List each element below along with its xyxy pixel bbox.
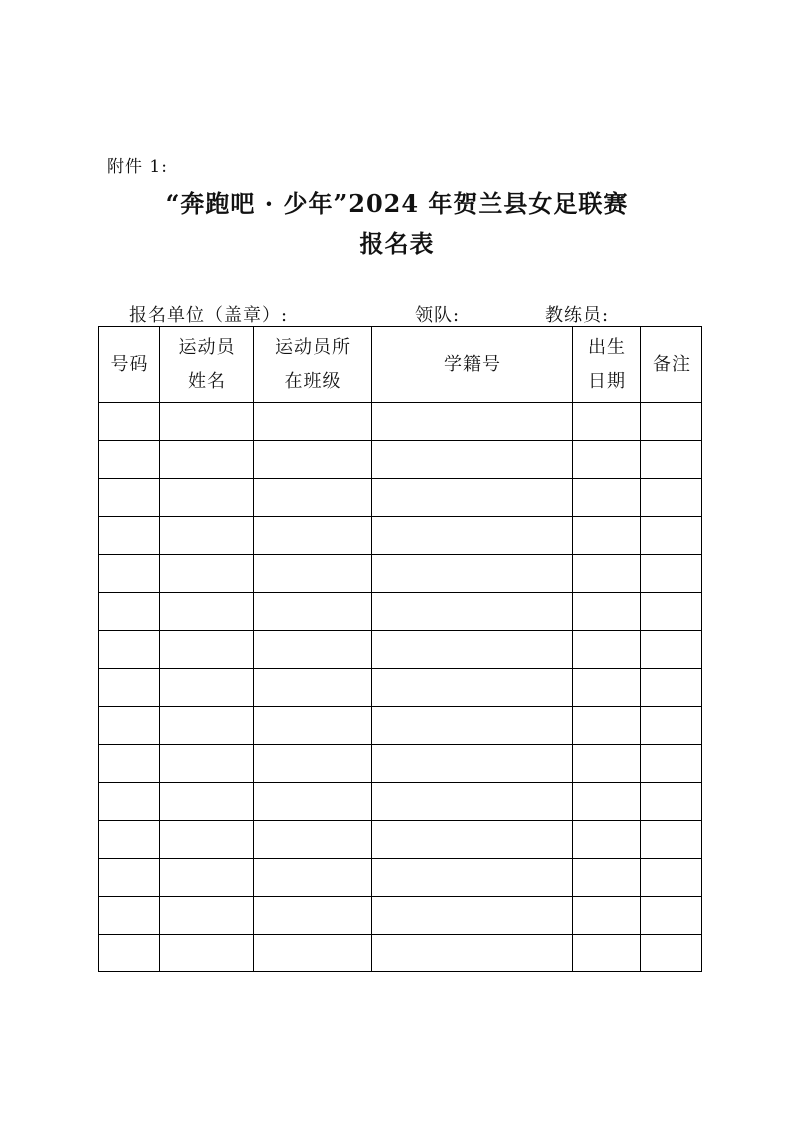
cell-class[interactable] (254, 859, 372, 897)
cell-class[interactable] (254, 517, 372, 555)
cell-class[interactable] (254, 441, 372, 479)
cell-birth-date[interactable] (573, 669, 641, 707)
cell-student-id[interactable] (372, 479, 573, 517)
table-row (99, 403, 701, 441)
cell-birth-date[interactable] (573, 745, 641, 783)
table-row (99, 593, 701, 631)
header-remarks-text: 备注 (653, 354, 691, 375)
cell-number[interactable] (99, 707, 160, 745)
cell-class[interactable] (254, 821, 372, 859)
header-class-text: 在班级 (284, 371, 342, 392)
cell-remarks[interactable] (641, 403, 703, 441)
cell-athlete-name[interactable] (160, 479, 254, 517)
cell-athlete-name[interactable] (160, 593, 254, 631)
cell-student-id[interactable] (372, 555, 573, 593)
cell-student-id[interactable] (372, 441, 573, 479)
cell-athlete-name[interactable] (160, 555, 254, 593)
cell-athlete-name[interactable] (160, 783, 254, 821)
header-class (254, 327, 372, 403)
cell-class[interactable] (254, 707, 372, 745)
cell-class[interactable] (254, 631, 372, 669)
table-row (99, 441, 701, 479)
cell-student-id[interactable] (372, 821, 573, 859)
header-birth-date (573, 327, 641, 403)
cell-athlete-name[interactable] (160, 935, 254, 973)
cell-remarks[interactable] (641, 859, 703, 897)
cell-class[interactable] (254, 403, 372, 441)
cell-athlete-name[interactable] (160, 517, 254, 555)
cell-birth-date[interactable] (573, 479, 641, 517)
registration-table (98, 326, 702, 972)
header-student-id-text: 学籍号 (444, 354, 501, 375)
cell-remarks[interactable] (641, 479, 703, 517)
header-class-text: 运动员所 (275, 337, 351, 358)
table-row (99, 821, 701, 859)
table-row (99, 479, 701, 517)
team-leader-label: 领队: (415, 305, 461, 326)
cell-athlete-name[interactable] (160, 631, 254, 669)
table-row (99, 745, 701, 783)
cell-birth-date[interactable] (573, 897, 641, 935)
cell-number[interactable] (99, 441, 160, 479)
header-birth-date-text: 日期 (588, 371, 626, 392)
table-row (99, 555, 701, 593)
cell-class[interactable] (254, 479, 372, 517)
header-number-text: 号码 (110, 354, 149, 375)
form-subtitle: 报名表 (359, 229, 435, 258)
header-number (99, 327, 160, 403)
cell-student-id[interactable] (372, 707, 573, 745)
cell-remarks[interactable] (641, 707, 703, 745)
header-remarks (641, 327, 703, 403)
attachment-label: 附件 1: (107, 157, 168, 177)
cell-birth-date[interactable] (573, 783, 641, 821)
cell-remarks[interactable] (641, 897, 703, 935)
cell-birth-date[interactable] (573, 631, 641, 669)
cell-class[interactable] (254, 935, 372, 973)
header-birth-date-text: 出生 (588, 337, 626, 358)
cell-number[interactable] (99, 859, 160, 897)
table-row (99, 859, 701, 897)
cell-number[interactable] (99, 631, 160, 669)
cell-class[interactable] (254, 897, 372, 935)
cell-birth-date[interactable] (573, 707, 641, 745)
cell-birth-date[interactable] (573, 555, 641, 593)
cell-remarks[interactable] (641, 631, 703, 669)
cell-birth-date[interactable] (573, 403, 641, 441)
header-athlete-name-text: 运动员 (178, 337, 236, 358)
cell-number[interactable] (99, 669, 160, 707)
table-row (99, 517, 701, 555)
cell-athlete-name[interactable] (160, 745, 254, 783)
cell-student-id[interactable] (372, 745, 573, 783)
cell-student-id[interactable] (372, 935, 573, 973)
cell-student-id[interactable] (372, 593, 573, 631)
cell-birth-date[interactable] (573, 441, 641, 479)
coach-label: 教练员: (545, 305, 610, 326)
cell-birth-date[interactable] (573, 935, 641, 973)
table-row (99, 707, 701, 745)
cell-student-id[interactable] (372, 783, 573, 821)
header-athlete-name-text: 姓名 (188, 371, 226, 392)
cell-student-id[interactable] (372, 669, 573, 707)
cell-birth-date[interactable] (573, 517, 641, 555)
cell-birth-date[interactable] (573, 821, 641, 859)
cell-athlete-name[interactable] (160, 669, 254, 707)
cell-number[interactable] (99, 403, 160, 441)
cell-remarks[interactable] (641, 745, 703, 783)
cell-athlete-name[interactable] (160, 441, 254, 479)
cell-number[interactable] (99, 897, 160, 935)
cell-number[interactable] (99, 517, 160, 555)
cell-student-id[interactable] (372, 631, 573, 669)
cell-remarks[interactable] (641, 555, 703, 593)
cell-class[interactable] (254, 745, 372, 783)
cell-number[interactable] (99, 555, 160, 593)
cell-number[interactable] (99, 783, 160, 821)
cell-number[interactable] (99, 745, 160, 783)
table-row (99, 669, 701, 707)
cell-remarks[interactable] (641, 821, 703, 859)
header-student-id (372, 327, 573, 403)
cell-number[interactable] (99, 935, 160, 973)
cell-remarks[interactable] (641, 517, 703, 555)
cell-class[interactable] (254, 555, 372, 593)
cell-athlete-name[interactable] (160, 403, 254, 441)
cell-remarks[interactable] (641, 783, 703, 821)
table-row (99, 935, 701, 973)
cell-birth-date[interactable] (573, 859, 641, 897)
form-title: “奔跑吧 · 少年”2024 年贺兰县女足联赛 (165, 189, 629, 218)
cell-number[interactable] (99, 593, 160, 631)
cell-athlete-name[interactable] (160, 707, 254, 745)
header-athlete-name (160, 327, 254, 403)
cell-remarks[interactable] (641, 441, 703, 479)
cell-class[interactable] (254, 783, 372, 821)
cell-number[interactable] (99, 821, 160, 859)
cell-remarks[interactable] (641, 669, 703, 707)
cell-athlete-name[interactable] (160, 897, 254, 935)
cell-student-id[interactable] (372, 897, 573, 935)
cell-class[interactable] (254, 593, 372, 631)
table-row (99, 897, 701, 935)
table-row (99, 631, 701, 669)
cell-remarks[interactable] (641, 593, 703, 631)
cell-class[interactable] (254, 669, 372, 707)
cell-number[interactable] (99, 479, 160, 517)
cell-birth-date[interactable] (573, 593, 641, 631)
cell-student-id[interactable] (372, 403, 573, 441)
table-row (99, 783, 701, 821)
cell-student-id[interactable] (372, 859, 573, 897)
cell-athlete-name[interactable] (160, 821, 254, 859)
cell-student-id[interactable] (372, 517, 573, 555)
cell-remarks[interactable] (641, 935, 703, 973)
cell-athlete-name[interactable] (160, 859, 254, 897)
registration-unit-label: 报名单位（盖章）: (129, 305, 289, 326)
